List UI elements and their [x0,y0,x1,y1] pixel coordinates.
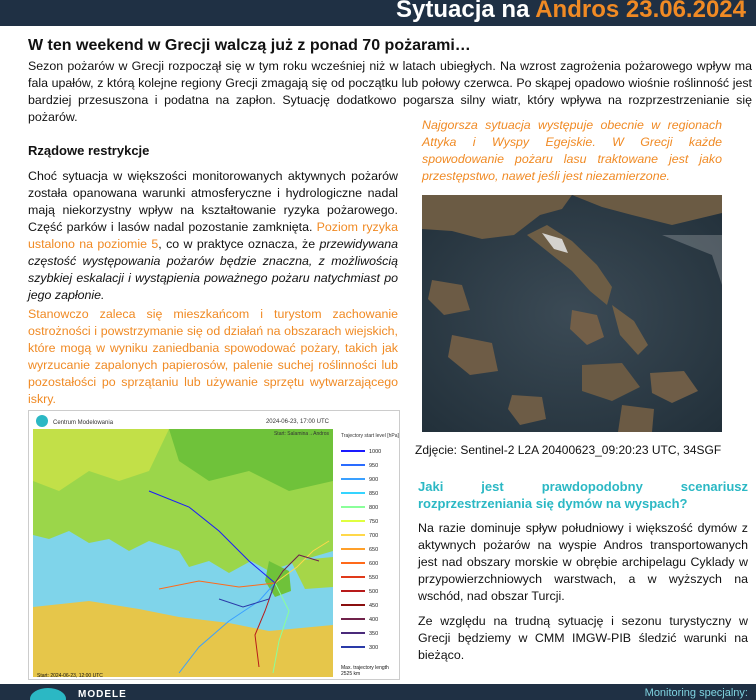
restrictions-paragraph [28,168,398,304]
legend-label: 650 [369,547,379,553]
left-column [28,140,398,408]
risk-level-text: Poziom ryzyka ustalono na poziomie 5 [28,220,398,251]
map-logo-icon [36,415,48,427]
page-footer [0,684,756,700]
footer-left-text: MODELE [78,689,127,700]
recommendation-paragraph: Stanowczo zaleca się mieszkańcom i turystom zachowanie ostrożności i powstrzymanie się od działań na obszarach wiejskich, które mogą w wyniku zaniedbania spowodować pożary, takich jak wyrzucanie zapalonych papierosów, palenie suchej roślinności lub pozostałości po sprzątaniu lub używanie sprzętu wytwarzającego iskry. [28,307,398,406]
legend-label: 450 [369,603,379,609]
section-title-restrictions: Rządowe restrykcje [28,143,150,158]
header-title-prefix: Sytuacja na [396,0,536,23]
footer-logo-icon [30,688,66,700]
scenario-paragraph-2: Ze względu na trudną sytuację i sezonu turystyczny w Grecji będziemy w CMM IMGW-PIB śledzić warunki na bieżąco. [418,614,748,662]
legend-label: 750 [369,519,379,525]
map-start-label: Start: 2024-06-23, 12:00 UTC [37,673,103,679]
legend-label: 600 [369,561,379,567]
legend-label: 900 [369,477,379,483]
pull-quote: Najgorsza sytuacja występuje obecnie w regionach Attyka i Wyspy Egejskie. W Grecji każde spowodowanie pożaru lasu traktowane jest jako przestępstwo, nawet jeśli jest niezamierzone. [422,118,722,183]
legend-label: 400 [369,617,379,623]
intro-paragraph: Sezon pożarów w Grecji rozpoczął się w tym roku wcześniej niż w latach ubiegłych. Na wzrost zagrożenia pożarowego wpływ ma fala upałów, z którą kolejne regiony Grecji zmagają się od początku lub połowy czerwca. Po skąpej opadowo wiośnie roślinność jest bardziej przesuszona i podatna na zapłon. Sytuację dodatkowo pogarsza silny wiatr, który wpływa na rozprzestrzenianie się pożarów. [28,59,752,124]
map-max-length-line-2: 2525 km [341,671,361,677]
trajectory-map-svg [29,411,400,680]
legend-title: Trajectory start level [hPa] [341,433,399,439]
restrictions-text: Choć sytuacja w większości monitorowanych aktywnych pożarów została opanowana warunki atmosferyczne i hydrologiczne nadal mają niekorzystny wpływ na kształtowanie ryzyka pożarowego. Część parków i lasów nadal pozostanie zamknięta. [28,169,398,234]
map-source: Start: Salamina→Andros [273,431,329,437]
satellite-image-svg [422,195,722,432]
headline: W ten weekend w Grecji walczą już z ponad 70 pożarami… [28,37,471,54]
paros-island [618,405,654,432]
scenario-text [418,520,748,664]
scenario-paragraph-1: Na razie dominuje spływ południowy i większość dymów z aktywnych pożarów na wyspie Andros transportowanych jest nad obszary morskie w obrębie archipelagu Cyklady w przypowierzchniowych warstwach, a w wyższych na wschód, nad obszar Turcji. [418,521,748,603]
trajectory-map [28,410,400,680]
map-max-length-line-1: Max. trajectory length [341,665,389,671]
legend-label: 700 [369,533,379,539]
legend-label: 800 [369,505,379,511]
map-logo-text: Centrum Modelowania [53,420,114,426]
legend-label: 850 [369,491,379,497]
scenario-question: Jaki jest prawdopodobny scenariusz rozprzestrzeniania się dymów na wyspach? [418,479,748,511]
legend-label: 1000 [369,449,382,455]
legend-label: 350 [369,631,379,637]
risk-definition-text: przewidywana częstość występowania pożarów będzie znaczna, z możliwością szybkiej eskalacji i wystąpienia poważnego pożaru natychmiast po jego zapłonie. [28,237,399,302]
restrictions-text-after: , co w praktyce oznacza, że [158,237,320,251]
map-timestamp: 2024-06-23, 17:00 UTC [265,419,329,425]
legend-label: 950 [369,463,379,469]
legend-label: 550 [369,575,379,581]
image-caption: Zdjęcie: Sentinel-2 L2A 20400623_09:20:23 UTC, 34SGF [415,443,722,457]
page-header [0,0,756,26]
footer-right-text: Monitoring specjalny: [644,687,748,699]
satellite-image [422,195,722,432]
legend-label: 300 [369,645,379,651]
header-title-accent: Andros 23.06.2024 [535,0,746,23]
legend-label: 500 [369,589,379,595]
